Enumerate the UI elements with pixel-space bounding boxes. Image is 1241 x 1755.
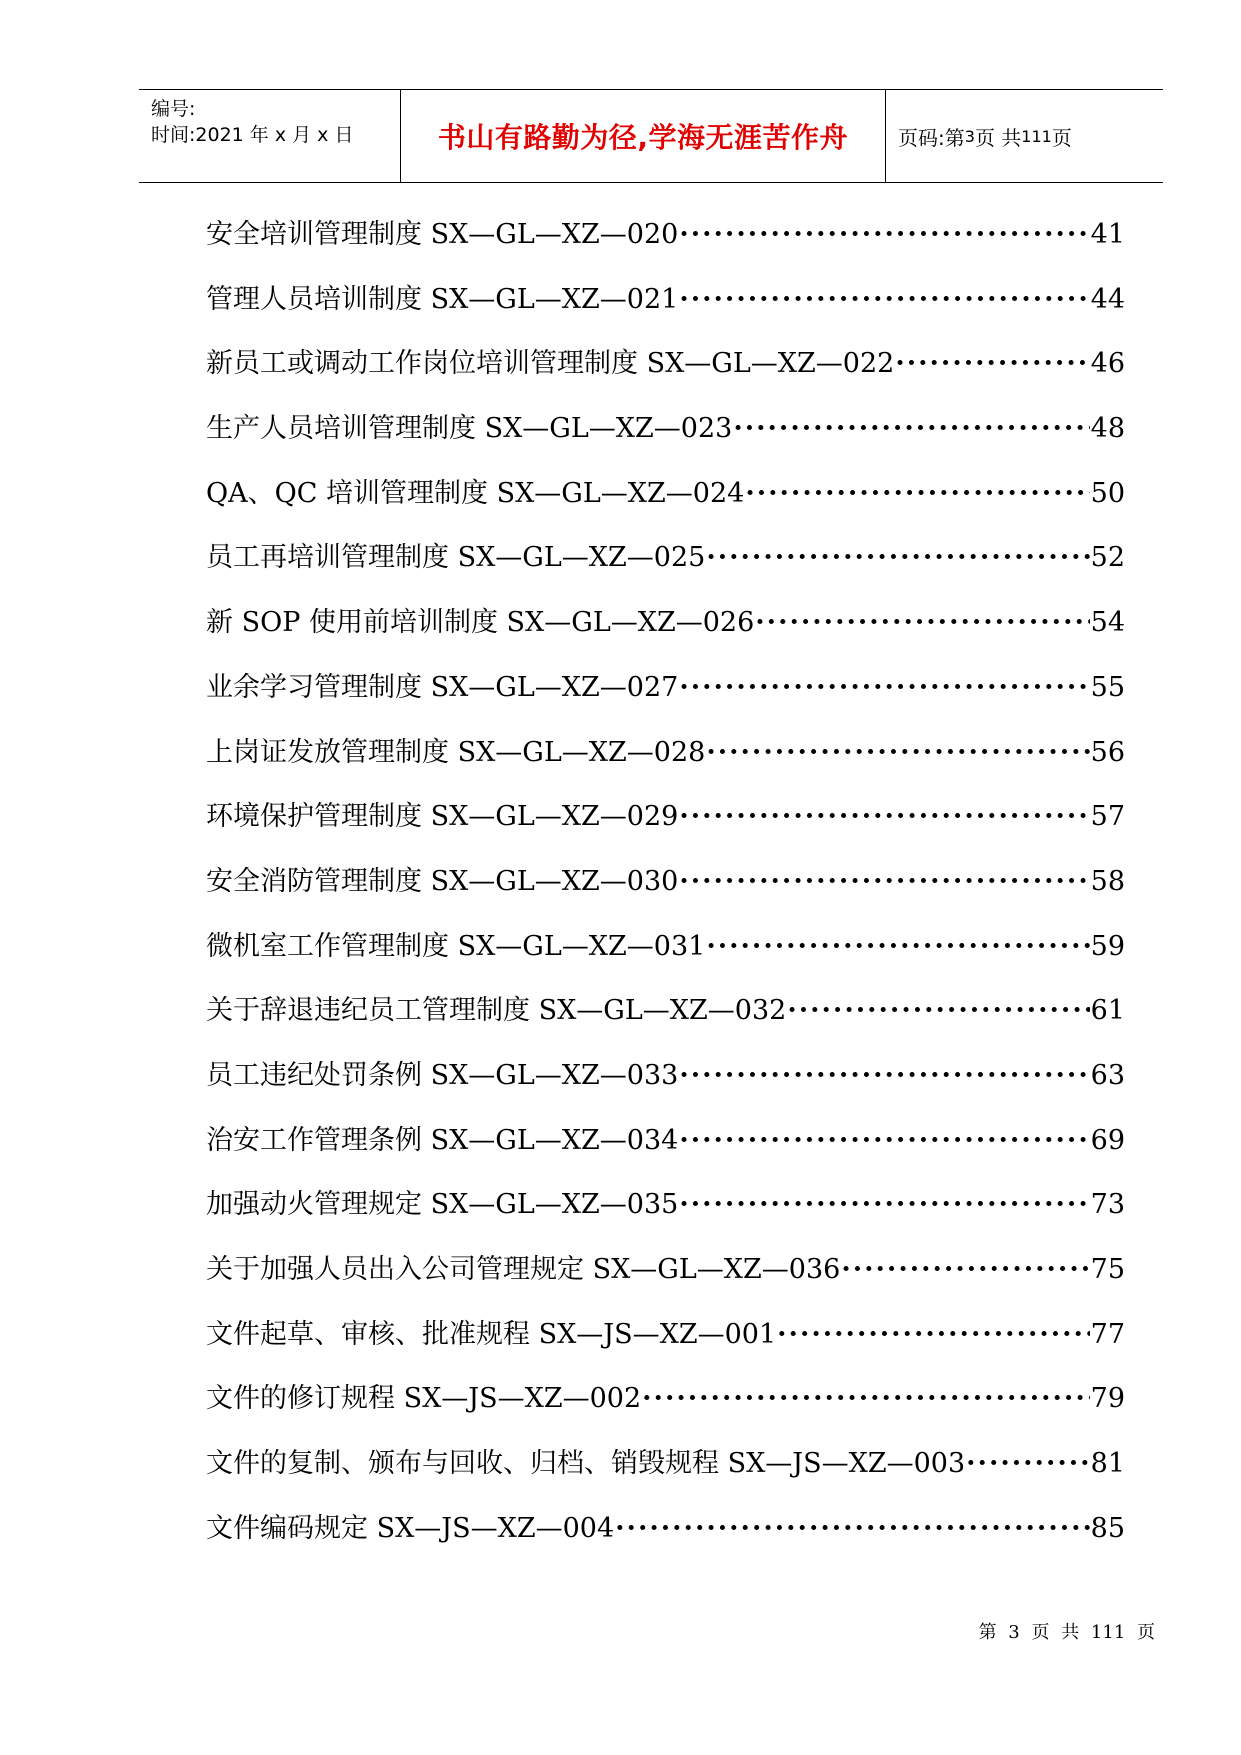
page-current: 3 [964,126,975,146]
page-footer: 第 3 页 共 111 页 [978,1622,1155,1643]
toc-entry-title: 加强动火管理规定 SX—GL—XZ—035 [206,1189,679,1221]
document-number-label: 编号: [151,98,196,120]
toc-entry-title: 治安工作管理条例 SX—GL—XZ—034 [206,1124,679,1156]
toc-entry-title: 生产人员培训管理制度 SX—GL—XZ—023 [206,413,733,445]
page-total: 111 [1021,126,1052,146]
toc-entry-title: 员工违纪处罚条例 SX—GL—XZ—033 [206,1059,679,1091]
toc-entry-page: 54 [1090,607,1125,639]
toc-entry[interactable] [206,1384,1125,1449]
toc-entry-title: 文件起草、审核、批准规程 SX—JS—XZ—001 [206,1318,777,1350]
toc-dot-leader [745,479,1089,509]
toc-entry-page: 69 [1090,1124,1125,1156]
document-header [139,89,1163,183]
toc-entry-title: 关于辞退违纪员工管理制度 SX—GL—XZ—032 [206,995,787,1027]
toc-dot-leader [679,802,1089,832]
toc-entry[interactable] [206,1320,1125,1385]
toc-entry-title: 环境保护管理制度 SX—GL—XZ—029 [206,801,679,833]
toc-entry[interactable] [206,802,1125,867]
toc-dot-leader [679,285,1089,315]
toc-dot-leader [787,996,1089,1026]
toc-dot-leader [615,1514,1090,1544]
toc-entry-title: 安全消防管理制度 SX—GL—XZ—030 [206,865,679,897]
toc-entry-page: 73 [1090,1189,1125,1221]
toc-entry[interactable] [206,996,1125,1061]
page-label-suffix: 页 [1051,125,1072,150]
toc-dot-leader [706,738,1089,768]
toc-entry-page: 59 [1090,930,1125,962]
toc-entry-page: 48 [1090,413,1125,445]
toc-entry[interactable] [206,932,1125,997]
toc-entry-page: 81 [1090,1448,1125,1480]
toc-dot-leader [966,1449,1090,1479]
toc-entry[interactable] [206,673,1125,738]
toc-entry-title: 关于加强人员出入公司管理规定 SX—GL—XZ—036 [206,1254,841,1285]
toc-dot-leader [679,1061,1089,1091]
toc-entry[interactable] [206,414,1125,479]
document-time-label: 时间:2021 年 x 月 x 日 [151,124,354,146]
toc-entry-page: 50 [1090,477,1125,509]
toc-entry[interactable] [206,1061,1125,1126]
toc-entry-page: 79 [1090,1383,1125,1415]
toc-entry-page: 41 [1090,219,1125,250]
toc-entry-title: 文件编码规定 SX—JS—XZ—004 [206,1512,615,1544]
toc-entry[interactable] [206,479,1125,544]
toc-entry-title: 管理人员培训制度 SX—GL—XZ—021 [206,283,679,315]
toc-dot-leader [706,932,1089,962]
page-label-prefix: 页码:第 [898,125,965,150]
toc-dot-leader [679,673,1089,703]
toc-entry-page: 56 [1090,736,1125,768]
toc-entry-page: 46 [1090,348,1125,380]
toc-entry-title: 上岗证发放管理制度 SX—GL—XZ—028 [206,736,706,768]
toc-entry-title: 新 SOP 使用前培训制度 SX—GL—XZ—026 [206,607,755,639]
header-page-info [886,90,1163,182]
toc-entry[interactable] [206,543,1125,608]
toc-entry-page: 63 [1090,1059,1125,1091]
toc-entry[interactable] [206,738,1125,803]
toc-entry-title: 业余学习管理制度 SX—GL—XZ—027 [206,671,679,703]
toc-dot-leader [679,1126,1089,1156]
header-motto: 书山有路勤为径,学海无涯苦作舟 [401,90,886,182]
toc-entry-page: 58 [1090,865,1125,897]
toc-entry[interactable] [206,220,1125,285]
toc-dot-leader [706,543,1089,573]
toc-dot-leader [841,1255,1089,1285]
toc-entry-page: 77 [1090,1318,1125,1350]
toc-entry[interactable] [206,349,1125,414]
toc-entry-title: QA、QC 培训管理制度 SX—GL—XZ—024 [206,477,745,509]
toc-entry-title: 新员工或调动工作岗位培训管理制度 SX—GL—XZ—022 [206,348,895,380]
toc-entry[interactable] [206,285,1125,350]
toc-entry[interactable] [206,867,1125,932]
toc-dot-leader [777,1320,1090,1350]
toc-dot-leader [733,414,1089,444]
toc-dot-leader [895,349,1089,379]
toc-dot-leader [642,1384,1090,1414]
header-meta-cell [139,90,401,182]
table-of-contents [206,220,1125,1578]
toc-entry-page: 44 [1090,283,1125,315]
toc-entry[interactable] [206,1190,1125,1255]
toc-entry-title: 文件的修订规程 SX—JS—XZ—002 [206,1383,642,1415]
toc-entry-page: 55 [1090,671,1125,703]
toc-dot-leader [679,867,1089,897]
toc-entry-page: 75 [1090,1254,1125,1285]
toc-dot-leader [679,1190,1089,1220]
toc-dot-leader [679,220,1089,250]
toc-entry-title: 安全培训管理制度 SX—GL—XZ—020 [206,219,679,250]
toc-entry-title: 文件的复制、颁布与回收、归档、销毁规程 SX—JS—XZ—003 [206,1448,966,1480]
toc-entry[interactable] [206,1514,1125,1579]
toc-entry-page: 61 [1090,995,1125,1027]
toc-entry[interactable] [206,608,1125,673]
toc-entry-page: 52 [1090,542,1125,574]
page-label-mid: 页 共 [974,125,1022,150]
toc-entry[interactable] [206,1449,1125,1514]
toc-entry-page: 57 [1090,801,1125,833]
toc-entry[interactable] [206,1255,1125,1320]
toc-entry-title: 微机室工作管理制度 SX—GL—XZ—031 [206,930,706,962]
toc-entry-page: 85 [1090,1512,1125,1544]
toc-entry-title: 员工再培训管理制度 SX—GL—XZ—025 [206,542,706,574]
toc-dot-leader [755,608,1089,638]
toc-entry[interactable] [206,1126,1125,1191]
